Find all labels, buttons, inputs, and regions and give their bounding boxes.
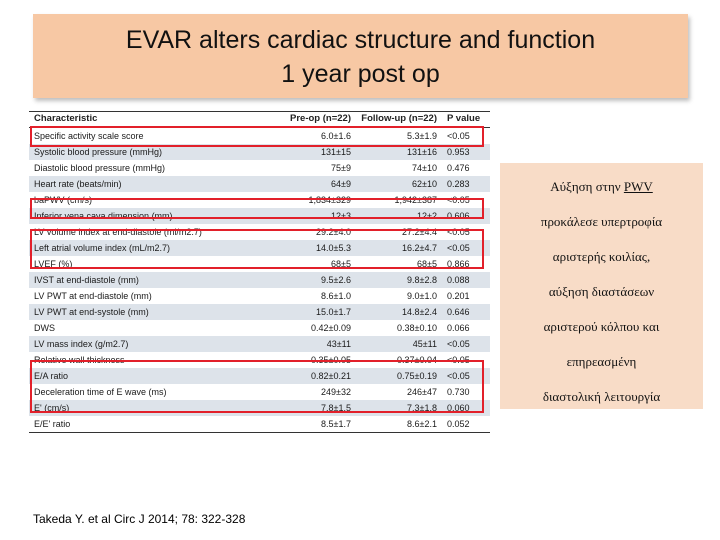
cell-p-value: 0.866 [447, 259, 470, 269]
cell-characteristic: baPWV (cm/s) [34, 195, 93, 205]
table-row [29, 176, 490, 192]
cell-follow-up: 74±10 [412, 163, 437, 173]
highlight-mass-rwt-ea [30, 360, 484, 413]
cell-pre-op: 0.42±0.09 [311, 323, 351, 333]
cell-characteristic: IVST at end-diastole (mm) [34, 275, 139, 285]
note-line-4: αύξηση διαστάσεων [548, 284, 655, 299]
note-line-6: επηρεασμένη [566, 354, 637, 369]
cell-characteristic: LV volume index at end-diastole (ml/m2.7) [34, 227, 202, 237]
cell-follow-up: 0.37±0.04 [397, 355, 437, 365]
cell-characteristic: E' (cm/s) [34, 403, 70, 413]
note-line-3: αριστερής κοιλίας, [552, 249, 651, 264]
cell-follow-up: 68±5 [417, 259, 437, 269]
cell-characteristic: LV mass index (g/m2.7) [34, 339, 129, 349]
cell-characteristic: Specific activity scale score [34, 131, 144, 141]
cell-follow-up: 131±16 [407, 147, 437, 157]
cell-follow-up: 8.6±2.1 [407, 419, 437, 429]
table-header [29, 111, 490, 127]
cell-p-value: 0.066 [447, 323, 470, 333]
cell-follow-up: 12±2 [417, 211, 437, 221]
note-line-7: διαστολική λειτουργία [542, 389, 661, 404]
cell-pre-op: 75±9 [331, 163, 351, 173]
cell-p-value: 0.476 [447, 163, 470, 173]
note-line-1 [500, 169, 703, 204]
note-line-2: προκάλεσε υπερτροφία [540, 214, 663, 229]
cell-pre-op: 6.0±1.6 [321, 131, 351, 141]
cell-p-value: 0.646 [447, 307, 470, 317]
cell-pre-op: 9.5±2.6 [321, 275, 351, 285]
cell-follow-up: 1,942±387 [394, 195, 437, 205]
cell-characteristic: Heart rate (beats/min) [34, 179, 122, 189]
cell-follow-up: 5.3±1.9 [407, 131, 437, 141]
title-line-1: EVAR alters cardiac structure and function [125, 26, 596, 54]
cell-pre-op: 0.35±0.05 [311, 355, 351, 365]
cell-p-value: 0.953 [447, 147, 470, 157]
cell-characteristic: Left atrial volume index (mL/m2.7) [34, 243, 171, 253]
cell-p-value: 0.606 [447, 211, 470, 221]
header-pre-op: Pre-op (n=22) [290, 113, 351, 124]
cell-pre-op: 0.82±0.21 [311, 371, 351, 381]
cell-pre-op: 14.0±5.3 [316, 243, 351, 253]
cell-characteristic: Diastolic blood pressure (mmHg) [34, 163, 166, 173]
cell-p-value: <0.05 [447, 195, 470, 205]
cell-follow-up: 246±47 [407, 387, 437, 397]
cell-p-value: 0.201 [447, 291, 470, 301]
cell-pre-op: 12±3 [331, 211, 351, 221]
cell-follow-up: 9.8±2.8 [407, 275, 437, 285]
cell-p-value: <0.05 [447, 355, 470, 365]
citation: Takeda Y. et al Circ J 2014; 78: 322-328 [33, 512, 246, 526]
cell-characteristic: LV PWT at end-diastole (mm) [34, 291, 152, 301]
cell-p-value: <0.05 [447, 371, 470, 381]
table-bottom-rule [29, 432, 490, 433]
highlight-bapwv [30, 198, 484, 219]
highlight-activity-score [30, 126, 484, 147]
highlight-lv-la-volume [30, 229, 484, 269]
cell-follow-up: 14.8±2.4 [402, 307, 437, 317]
cell-p-value: 0.052 [447, 419, 470, 429]
cell-characteristic: LVEF (%) [34, 259, 73, 269]
cell-pre-op: 131±15 [321, 147, 351, 157]
note-line-1-prefix: Αύξηση στην [550, 179, 621, 194]
cell-follow-up: 7.3±1.8 [407, 403, 437, 413]
greek-summary-note [500, 163, 703, 409]
cell-p-value: <0.05 [447, 227, 470, 237]
table-row [29, 336, 490, 352]
results-table [29, 111, 490, 471]
cell-follow-up: 27.2±4.4 [402, 227, 437, 237]
cell-characteristic: E/A ratio [34, 371, 69, 381]
table-row [29, 160, 490, 176]
cell-characteristic: Systolic blood pressure (mmHg) [34, 147, 163, 157]
table-top-rule [29, 111, 490, 112]
cell-pre-op: 8.6±1.0 [321, 291, 351, 301]
slide-title [33, 14, 688, 98]
header-p-value: P value [447, 113, 481, 124]
table-row [29, 304, 490, 320]
cell-p-value: 0.060 [447, 403, 470, 413]
cell-pre-op: 249±32 [321, 387, 351, 397]
header-characteristic: Characteristic [34, 113, 98, 124]
cell-pre-op: 64±9 [331, 179, 351, 189]
cell-pre-op: 68±5 [331, 259, 351, 269]
title-line-2: 1 year post op [281, 60, 440, 88]
cell-pre-op: 1,834±329 [308, 195, 351, 205]
cell-pre-op: 8.5±1.7 [321, 419, 351, 429]
table-row [29, 288, 490, 304]
cell-follow-up: 16.2±4.7 [402, 243, 437, 253]
cell-pre-op: 7.8±1.5 [321, 403, 351, 413]
cell-characteristic: Inferior vena cava dimension (mm) [34, 211, 173, 221]
table-row [29, 272, 490, 288]
cell-p-value: <0.05 [447, 131, 470, 141]
cell-pre-op: 29.2±4.0 [316, 227, 351, 237]
cell-p-value: 0.088 [447, 275, 470, 285]
cell-p-value: 0.283 [447, 179, 470, 189]
cell-characteristic: LV PWT at end-systole (mm) [34, 307, 149, 317]
cell-follow-up: 9.0±1.0 [407, 291, 437, 301]
cell-p-value: 0.730 [447, 387, 470, 397]
cell-pre-op: 43±11 [326, 339, 351, 349]
cell-characteristic: Relative wall thickness [34, 355, 125, 365]
cell-characteristic: DWS [34, 323, 55, 333]
cell-follow-up: 0.38±0.10 [397, 323, 437, 333]
cell-follow-up: 0.75±0.19 [397, 371, 437, 381]
table-row [29, 416, 490, 432]
cell-follow-up: 62±10 [412, 179, 437, 189]
cell-characteristic: Deceleration time of E wave (ms) [34, 387, 167, 397]
header-follow-up: Follow-up (n=22) [361, 113, 437, 124]
cell-p-value: <0.05 [447, 243, 470, 253]
cell-pre-op: 15.0±1.7 [316, 307, 351, 317]
cell-p-value: <0.05 [447, 339, 470, 349]
cell-characteristic: E/E' ratio [34, 419, 71, 429]
cell-follow-up: 45±11 [412, 339, 437, 349]
note-line-5: αριστερού κόλπου και [543, 319, 660, 334]
table-row [29, 320, 490, 336]
note-pwv-term: PWV [623, 179, 653, 194]
